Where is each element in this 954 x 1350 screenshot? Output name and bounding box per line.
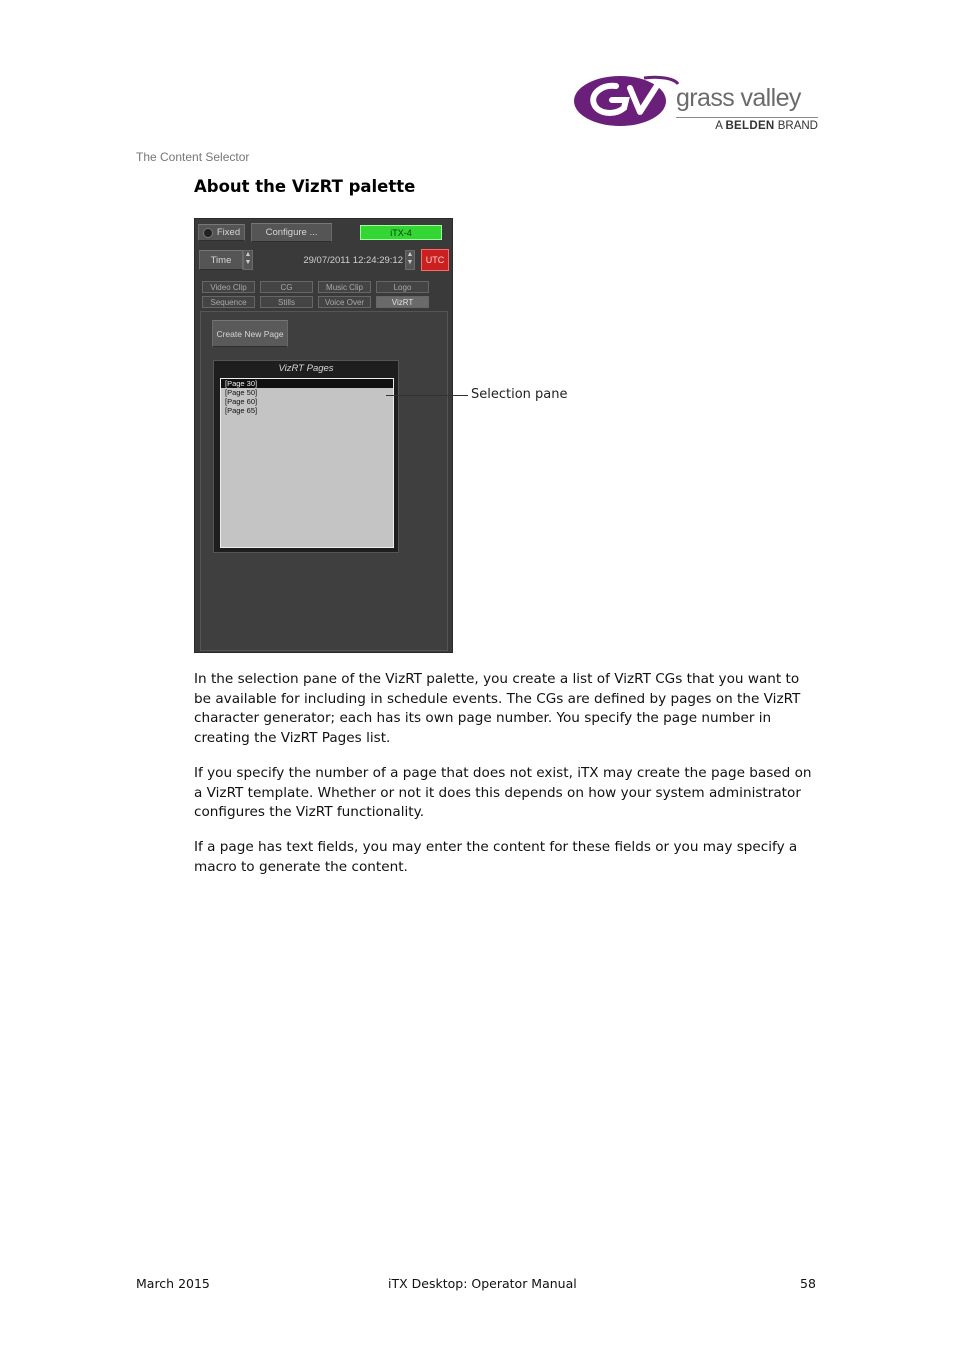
callout-line: [386, 395, 468, 396]
pages-list[interactable]: [220, 378, 394, 548]
tab-logo[interactable]: Logo: [376, 281, 429, 293]
tab-sequence[interactable]: Sequence: [202, 296, 255, 308]
tagline-brand: BELDEN: [725, 120, 775, 132]
page-number: 58: [800, 1276, 816, 1291]
tab-stills[interactable]: Stills: [260, 296, 313, 308]
tagline-suffix: BRAND: [777, 120, 818, 132]
pages-title: VizRT Pages: [278, 363, 334, 374]
tab-voice-over[interactable]: Voice Over: [318, 296, 371, 308]
list-item[interactable]: [Page 60]: [225, 397, 258, 406]
brand-wordmark: grass valley: [676, 84, 801, 112]
datetime-spinner-icon[interactable]: ▲ ▼: [405, 250, 415, 270]
list-item[interactable]: [Page 30]: [221, 379, 393, 388]
time-spinner-icon[interactable]: ▲ ▼: [243, 250, 253, 270]
fixed-indicator-icon: [203, 228, 213, 238]
datetime-display: 29/07/2011 12:24:29:12: [303, 254, 403, 266]
brand-divider: [676, 117, 818, 118]
time-button[interactable]: Time: [199, 250, 243, 270]
paragraph: If you specify the number of a page that does not exist, iTX may create the page based on a VizRT template. Whether or not it does this depends on how your system administrator configures the VizRT functionality.: [194, 765, 812, 820]
paragraph: In the selection pane of the VizRT palette, you create a list of VizRT CGs that you want to be available for including in schedule events. The CGs are defined by pages on the VizRT character generator; each has its own page number. You specify the page number in creating the VizRT Pages list.: [194, 671, 801, 746]
section-title: About the VizRT palette: [194, 177, 416, 196]
create-new-page-button[interactable]: Create New Page: [212, 320, 288, 347]
brand-tagline: [676, 120, 818, 132]
vizrt-pages-box: [213, 360, 399, 553]
tagline-prefix: A: [715, 120, 723, 132]
selection-pane: [200, 311, 448, 651]
utc-button[interactable]: UTC: [421, 249, 449, 271]
list-item[interactable]: [Page 50]: [225, 388, 258, 397]
fixed-label: Fixed: [216, 227, 241, 238]
tab-cg[interactable]: CG: [260, 281, 313, 293]
configure-button[interactable]: Configure ...: [251, 223, 332, 242]
tab-video-clip[interactable]: Video Clip: [202, 281, 255, 293]
running-head: The Content Selector: [136, 150, 250, 164]
footer-title: iTX Desktop: Operator Manual: [388, 1276, 577, 1291]
tab-vizrt[interactable]: VizRT: [376, 296, 429, 308]
fixed-button[interactable]: [198, 224, 245, 241]
paragraph: If a page has text fields, you may enter the content for these fields or you may specify a macro to generate the content.: [194, 839, 798, 875]
vizrt-palette-screenshot: [194, 218, 453, 653]
grass-valley-logo-icon: [574, 72, 680, 128]
tab-music-clip[interactable]: Music Clip: [318, 281, 371, 293]
list-item[interactable]: [Page 65]: [225, 406, 258, 415]
callout-label: Selection pane: [471, 387, 568, 402]
channel-badge: iTX-4: [360, 225, 442, 240]
footer-date: March 2015: [136, 1276, 210, 1291]
